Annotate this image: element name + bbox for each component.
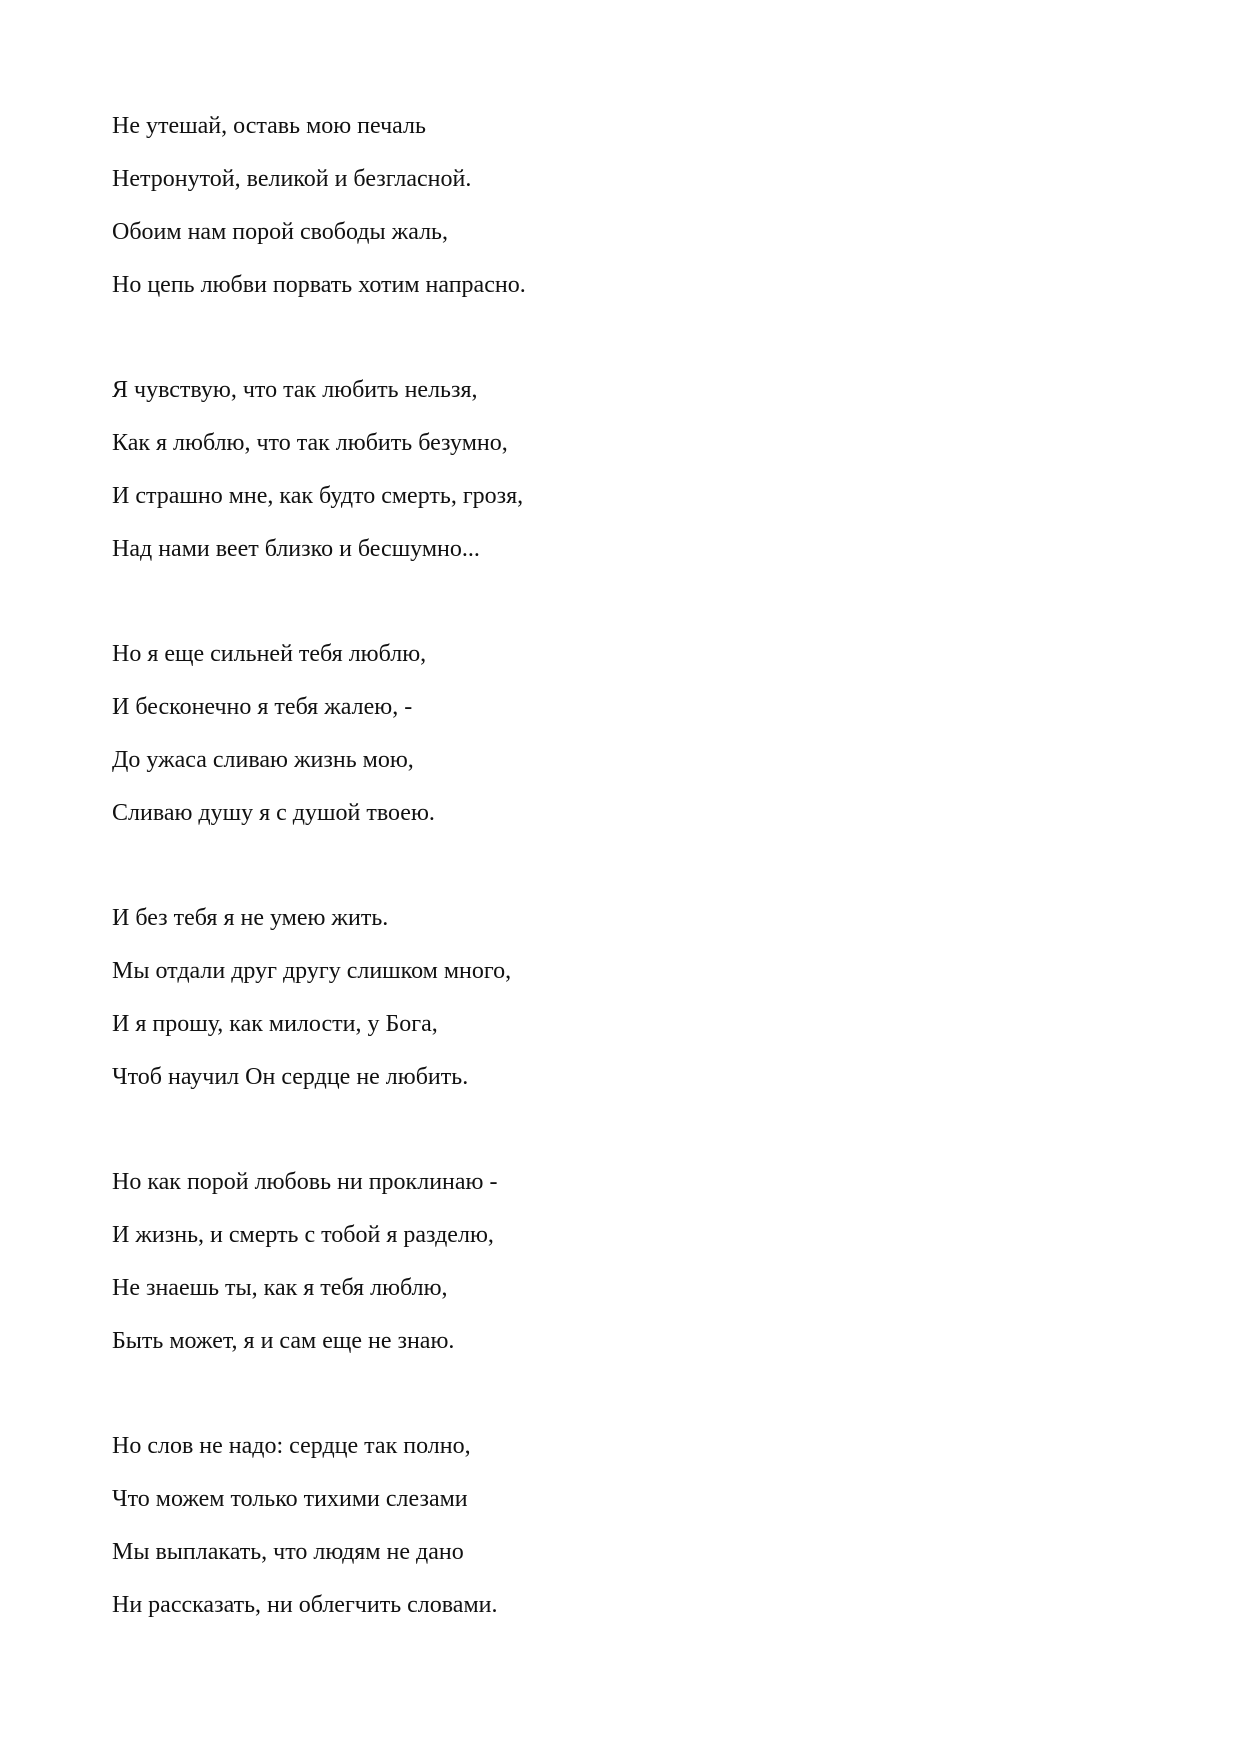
poem-line: Я чувствую, что так любить нельзя, <box>112 377 478 403</box>
poem-line: Над нами веет близко и бесшумно... <box>112 536 480 562</box>
poem-line: Ни рассказать, ни облегчить словами. <box>112 1592 498 1618</box>
poem-line: Но как порой любовь ни проклинаю - <box>112 1169 498 1195</box>
poem-line: Но слов не надо: сердце так полно, <box>112 1433 471 1459</box>
stanza-4 <box>112 898 1112 1110</box>
poem-line: Мы выплакать, что людям не дано <box>112 1539 464 1565</box>
poem-line: И я прошу, как милости, у Бога, <box>112 1011 438 1037</box>
poem-line: Как я люблю, что так любить безумно, <box>112 430 508 456</box>
poem-line: И бесконечно я тебя жалею, - <box>112 694 413 720</box>
poem-line: Но цепь любви порвать хотим напрасно. <box>112 272 526 298</box>
poem-line: Но я еще сильней тебя люблю, <box>112 641 427 667</box>
poem-line: До ужаса сливаю жизнь мою, <box>112 747 414 773</box>
poem-body <box>112 106 1112 1690</box>
stanza-1 <box>112 106 1112 318</box>
poem-line: И без тебя я не умею жить. <box>112 905 389 931</box>
poem-line: Что можем только тихими слезами <box>112 1486 468 1512</box>
poem-line: Не утешай, оставь мою печаль <box>112 113 426 139</box>
poem-line: Чтоб научил Он сердце не любить. <box>112 1064 469 1090</box>
stanza-6 <box>112 1426 1112 1638</box>
poem-line: Мы отдали друг другу слишком много, <box>112 958 512 984</box>
poem-line: И жизнь, и смерть с тобой я разделю, <box>112 1222 494 1248</box>
poem-line: Не знаешь ты, как я тебя люблю, <box>112 1275 448 1301</box>
poem-line: Нетронутой, великой и безгласной. <box>112 166 472 192</box>
stanza-5 <box>112 1162 1112 1374</box>
stanza-2 <box>112 370 1112 582</box>
poem-line: Сливаю душу я с душой твоею. <box>112 800 435 826</box>
poem-line: Быть может, я и сам еще не знаю. <box>112 1328 455 1354</box>
stanza-3 <box>112 634 1112 846</box>
poem-line: И страшно мне, как будто смерть, грозя, <box>112 483 524 509</box>
poem-line: Обоим нам порой свободы жаль, <box>112 219 448 245</box>
